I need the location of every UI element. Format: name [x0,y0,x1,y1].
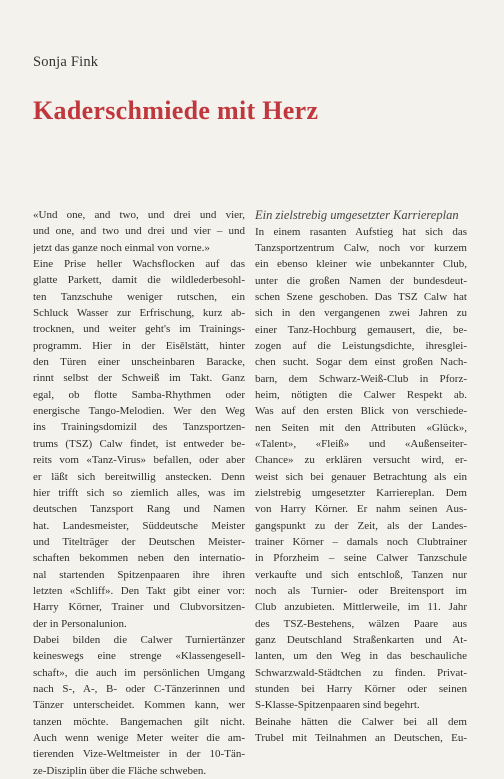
text-line: tanzen möchte. Bangemachen gilt nicht. [33,715,245,728]
text-line: von Harry Körner. Er nahm seinen Aus- [255,503,467,516]
section-subheading: Ein zielstrebig umgesetzter Karriereplan [255,208,459,222]
text-line: der in Personalunion. [33,617,127,630]
article-title: Kaderschmiede mit Herz [33,96,319,125]
text-line: jetzt das ganze noch einmal von vorne.» [33,241,210,254]
text-line: barn, dem Schwarz-Weiß-Club in Pforz- [255,372,467,385]
text-line: nach S-, A-, B- oder C-Tänzerinnen und [33,682,245,695]
text-line: weist sich bei genauer Betrachtung als ein [255,470,467,483]
text-line: rinnt selbst der Schweiß im Takt. Ganz [33,372,245,385]
text-line: in Pforzheim – seine Calwer Tanzschule [255,552,467,565]
text-line: Harry Körner, Trainer und Clubvorsitzen- [33,601,245,614]
text-line: In einem rasanten Aufstieg hat sich das [255,225,467,238]
text-line: trocknen, und weiter geht's im Trainings- [33,323,245,336]
text-line: stunden bei Harry Körner oder seinen [255,683,467,696]
text-line: ze-Disziplin über die Fläche schweben. [33,764,207,777]
text-line: zielstrebig umgesetzter Karriereplan. Dem [255,487,467,499]
text-line: ganz Deutschland Straßenkarten und At- [255,634,467,647]
text-line: egal, ob flotte Samba-Rhythmen oder [33,388,245,401]
text-line: trums (TSZ) Calw findet, ist entweder be- [33,437,245,450]
text-line: reits vom «Tanz-Virus» befallen, oder aber [33,454,245,467]
text-line: lanten, um den Weg in das beschauliche [255,650,467,663]
text-line: letzten «Schliff». Den Takt gibt einer vor: [33,584,245,597]
text-line: Trubel mit Teilnahmen an Deutschen, Eu- [255,732,467,745]
text-line: gangspunkt zu der Zeit, als der Landes- [255,519,467,532]
text-line: ein ebenso kleiner wie unbekannter Club, [255,258,467,271]
text-line: «Talent», «Fleiß» und «Außenseiter- [255,437,467,450]
text-line: keineswegs eine strenge «Klassengesell- [33,650,245,663]
text-line: hat. Landesmeister, Süddeutsche Meister [33,519,245,532]
text-line: hier trifft sich so ziemlich alles, was im [33,486,245,499]
text-line: noch als Turnier- oder Breitensport im [255,585,467,598]
text-line: unter die großen Namen der bundesdeut- [255,274,467,287]
text-line: sich in den vergangenen zwei Jahren zu [255,307,467,320]
text-line: Auch wenn wenige Meter weiter die am- [33,732,245,744]
text-line: Was auf den ersten Blick von verschiede- [255,405,467,418]
text-line: schaft», die auch im persönlichen Umgang [33,666,245,679]
text-line: zogen auf die Leistungsdichte, ihresglei- [255,339,467,352]
text-line: Eine Prise heller Wachsflocken auf das [33,258,245,271]
author-name: Sonja Fink [33,54,99,70]
text-line: nen Seiten mit den Attributen «Glück», [255,421,467,434]
text-line: ins Trainingsdomizil des Tanzsportzen- [33,421,245,434]
text-line: schaften bekommen neben den internatio- [33,552,245,565]
text-line: Beinahe hätten die Calwer bei all dem [255,715,467,728]
text-line: Schwarzwald-Städtchen zu finden. Privat- [255,666,467,679]
text-line: er läßt sich bereitwillig anstecken. Denn [33,470,245,483]
text-line: tierenden Vize-Weltmeister in der 10-Tän- [33,748,245,761]
text-line: ten Tanzschuhe weniger rutschen, ein [33,290,245,303]
text-line: Schluck Wasser zur Erfrischung, kurz ab- [33,307,245,320]
text-line: Tanzsportzentrum Calw, noch vor kurzem [255,241,467,254]
text-line: den Türen einer unscheinbaren Baracke, [33,356,245,369]
text-line: verkaufte und sich entschloß, Tanzen nur [255,568,467,581]
text-line: einer Tanz-Hochburg gemausert, die, be- [255,323,467,336]
text-line: Club anzubieten. Mittlerweile, im 11. Jahr [255,601,467,614]
text-line: programm. Hier in der Eisělstätt, hinter [33,339,245,352]
text-line: nal startenden Spitzenpaaren ihre ihren [33,568,245,581]
text-line: Chance» zu erklären versucht wird, er- [255,454,467,467]
text-line: und one, and two und drei und vier – und [33,225,245,238]
text-line: deutschen Tanzsport Rang und Namen [33,503,245,516]
text-line: S-Klasse-Spitzenpaaren sind begehrt. [255,699,420,712]
text-line: schen Szene geschoben. Das TSZ Calw hat [255,290,467,303]
right-column-body [255,224,467,747]
text-line: energische Tango-Melodien. Wer den Weg [33,405,245,418]
text-line: trainer Körner – damals noch Clubtrainer [255,536,467,549]
text-line: glatte Parkett, damit die wildlederbesohl- [33,274,245,287]
text-line: und Titelträger der Deutschen Meister- [33,535,245,548]
text-line: Dabei bilden die Calwer Turniertänzer [33,633,245,646]
text-line: chen sucht. Sogar dem einst großen Nach- [255,356,467,369]
text-line: des TSZ-Bestehens, wälzen Paare aus [255,617,467,630]
left-column [33,207,245,779]
text-line: heim, nötigten die Calwer Respekt ab. [255,388,467,401]
text-line: «Und one, and two, und drei und vier, [33,209,245,221]
right-column [255,207,467,747]
text-line: Tänzer unterscheidet. Kommen kann, wer [33,699,245,712]
